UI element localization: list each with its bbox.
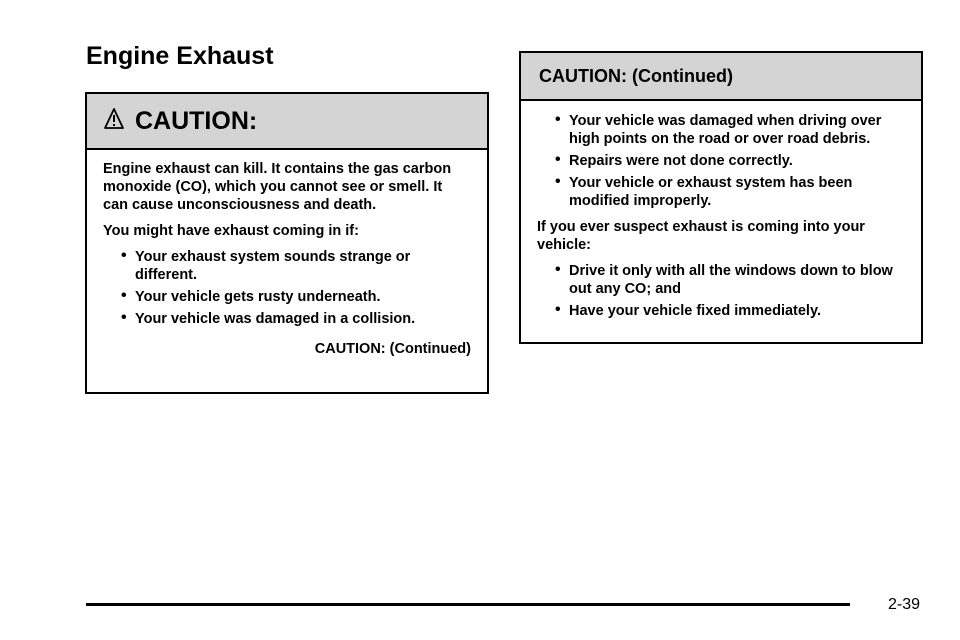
- caution-box: [85, 92, 489, 394]
- bullet-list: [537, 262, 905, 320]
- list-item: • Your vehicle gets rusty underneath.: [135, 288, 471, 306]
- caution-header: [87, 94, 487, 150]
- caution-heading: CAUTION: (Continued): [539, 65, 733, 86]
- caution-lead: If you ever suspect exhaust is coming into your vehicle:: [537, 219, 865, 253]
- bullet-list: [537, 112, 905, 210]
- caution-body: [87, 150, 487, 358]
- caution-heading: CAUTION:: [135, 106, 258, 135]
- page-number: 2-39: [888, 596, 921, 613]
- list-item: • Your vehicle or exhaust system has been modified improperly.: [569, 174, 905, 210]
- list-item: • Your vehicle was damaged in a collision.: [135, 310, 471, 328]
- list-item: • Have your vehicle fixed immediately.: [569, 302, 905, 320]
- page-title: Engine Exhaust: [86, 42, 274, 70]
- caution-header: [521, 53, 921, 101]
- warning-triangle-icon: [103, 107, 125, 131]
- bullet-list: [103, 248, 471, 328]
- list-item: • Drive it only with all the windows down to blow out any CO; and: [569, 262, 905, 298]
- list-item: • Your vehicle was damaged when driving over high points on the road or over road debris.: [569, 112, 905, 148]
- caution-box-continued: [519, 51, 923, 344]
- continued-note: CAUTION: (Continued): [314, 341, 471, 357]
- caution-intro: Engine exhaust can kill. It contains the gas carbon monoxide (CO), which you cannot see or smell. It can cause unconsciousness and death.: [103, 161, 452, 213]
- caution-lead: You might have exhaust coming in if:: [103, 223, 359, 239]
- footer-rule: [86, 603, 850, 606]
- list-item: • Repairs were not done correctly.: [569, 152, 905, 170]
- caution-body: [521, 101, 921, 320]
- list-item: • Your exhaust system sounds strange or different.: [135, 248, 471, 284]
